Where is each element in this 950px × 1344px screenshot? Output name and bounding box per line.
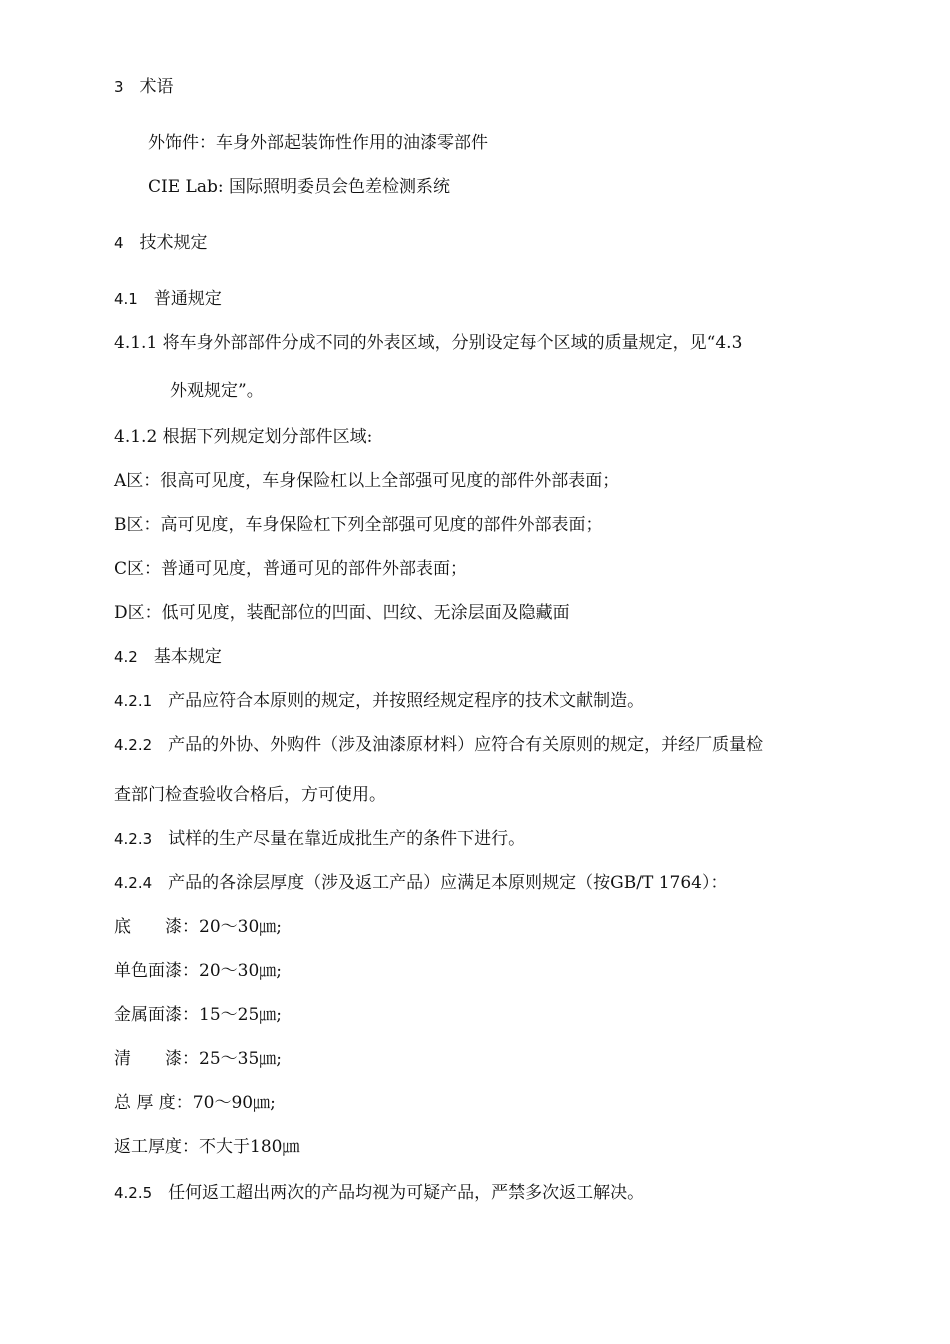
section-title: 技术规定	[139, 233, 208, 253]
paragraph-number: 4.2.1	[114, 692, 153, 710]
paragraph-4-2-3	[114, 828, 525, 850]
definition-item: CIE Lab: 国际照明委员会色差检测系统	[148, 177, 450, 197]
definition-item: 外饰件：车身外部起装饰性作用的油漆零部件	[148, 133, 488, 153]
section-number: 4.2	[114, 648, 138, 666]
paragraph-4-2-4	[114, 872, 727, 894]
thickness-item: 单色面漆：20～30㎛;	[114, 961, 282, 981]
paragraph-text: 产品应符合本原则的规定，并按照经规定程序的技术文献制造。	[168, 691, 645, 711]
paragraph-4-1-2: 4.1.2 根据下列规定划分部件区域:	[114, 427, 373, 447]
zone-item: D区：低可见度，装配部位的凹面、凹纹、无涂层面及隐藏面	[114, 603, 570, 623]
section-4-1-heading	[114, 288, 222, 310]
zone-item: B区：高可见度，车身保险杠下列全部强可见度的部件外部表面；	[114, 515, 603, 535]
zone-item: A区：很高可见度，车身保险杠以上全部强可见度的部件外部表面；	[114, 471, 620, 491]
section-4-2-heading	[114, 646, 222, 668]
section-title: 术语	[139, 77, 174, 97]
paragraph-text: 试样的生产尽量在靠近成批生产的条件下进行。	[168, 829, 526, 849]
paragraph-number: 4.2.3	[114, 830, 153, 848]
thickness-item: 底 漆：20～30㎛;	[114, 917, 282, 937]
thickness-item: 总 厚 度：70～90㎛;	[114, 1093, 276, 1113]
paragraph-number: 4.2.2	[114, 736, 153, 754]
paragraph-4-1-1-line2: 外观规定”。	[170, 381, 264, 401]
paragraph-4-2-2-line1	[114, 734, 763, 756]
section-title: 普通规定	[153, 289, 222, 309]
section-title: 基本规定	[153, 647, 222, 667]
paragraph-text: 产品的外协、外购件（涉及油漆原材料）应符合有关原则的规定，并经厂质量检	[168, 735, 764, 755]
paragraph-4-2-5	[114, 1182, 644, 1204]
paragraph-4-2-1	[114, 690, 644, 712]
section-4-heading	[114, 232, 208, 254]
section-number: 4	[114, 234, 124, 252]
section-number: 4.1	[114, 290, 138, 308]
thickness-item: 返工厚度：不大于180㎛	[114, 1137, 300, 1157]
paragraph-text: 任何返工超出两次的产品均视为可疑产品，严禁多次返工解决。	[168, 1183, 645, 1203]
thickness-item: 金属面漆：15～25㎛;	[114, 1005, 282, 1025]
paragraph-4-2-2-line2: 查部门检查验收合格后，方可使用。	[114, 785, 386, 805]
zone-item: C区：普通可见度，普通可见的部件外部表面；	[114, 559, 468, 579]
paragraph-number: 4.2.5	[114, 1184, 153, 1202]
section-number: 3	[114, 78, 124, 96]
paragraph-4-1-1-line1: 4.1.1 将车身外部部件分成不同的外表区域，分别设定每个区域的质量规定，见“4.3	[114, 333, 743, 353]
paragraph-number: 4.2.4	[114, 874, 153, 892]
thickness-item: 清 漆：25～35㎛;	[114, 1049, 282, 1069]
paragraph-text: 产品的各涂层厚度（涉及返工产品）应满足本原则规定（按GB/T 1764）：	[168, 873, 728, 893]
section-3-heading	[114, 76, 174, 98]
